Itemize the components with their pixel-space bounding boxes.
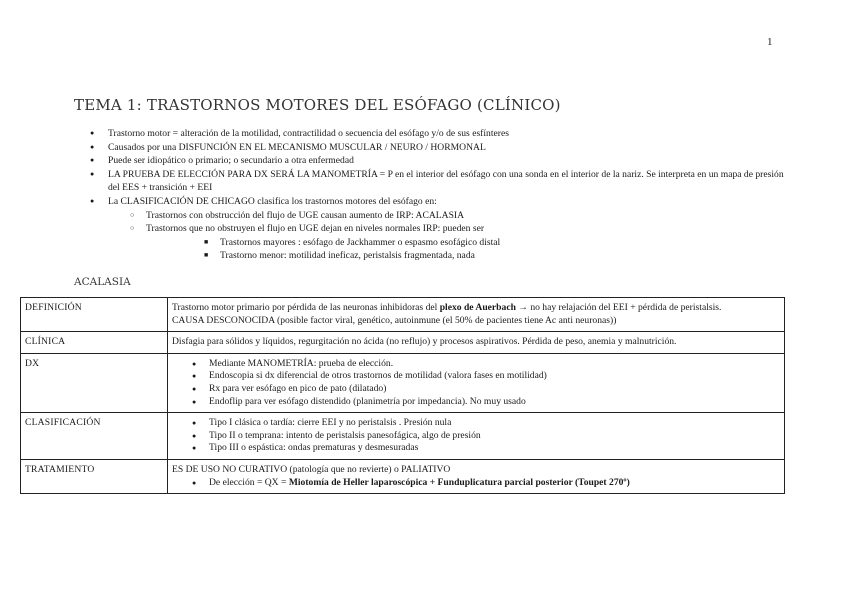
- row-content-tratamiento: [168, 459, 785, 493]
- page-title: TEMA 1: TRASTORNOS MOTORES DEL ESÓFAGO (CLÍNICO): [74, 96, 561, 114]
- dx-item-endoflip: ● Endoflip para ver esófago distendido (planimetría por impedancia). No muy usado: [172, 396, 780, 409]
- definicion-bold-term: plexo de Auerbach: [439, 302, 516, 313]
- clasificacion-item-tipo-1: ● Tipo I clásica o tardía: cierre EEI y no peristalsis . Presión nula: [172, 417, 780, 430]
- clasificacion-list: [172, 417, 780, 455]
- intro-bullet-1: ● Trastorno motor = alteración de la motilidad, contractilidad o secuencia del esófago y/o de sus esfínteres: [86, 127, 786, 141]
- row-label-dx: DX: [21, 353, 168, 412]
- intro-bullet-list: [86, 127, 786, 263]
- table-row-clinica: [21, 332, 785, 354]
- page-number: 1: [767, 36, 773, 48]
- dx-list: [172, 358, 780, 408]
- tratamiento-eleccion-bold: Miotomía de Heller laparoscópica + Funduplicatura parcial posterior (Toupet 270º): [288, 476, 630, 488]
- table-row-clasificacion: [21, 413, 785, 460]
- chicago-item-no-obstruction-text: Trastornos que no obstruyen el flujo en UGE dejan en niveles normales IRP: pueden ser: [146, 223, 485, 235]
- definicion-text-end: → no hay relajación del EEI + pérdida de peristalsis.: [515, 302, 722, 313]
- tratamiento-list: [172, 477, 780, 490]
- tratamiento-eleccion-text: De elección = QX =: [209, 476, 289, 488]
- table-row-dx: [21, 353, 785, 412]
- tratamiento-line-1: ES DE USO NO CURATIVO (patología que no revierte) o PALIATIVO: [172, 463, 451, 475]
- row-label-clasificacion: CLASIFICACIÓN: [21, 413, 168, 460]
- row-content-clinica: Disfagia para sólidos y líquidos, regurgitación no ácida (no reflujo) y procesos aspirativos. Pérdida de peso, anemia y malnutrición.: [168, 332, 785, 354]
- dx-item-rx: ● Rx para ver esófago en pico de pato (dilatado): [172, 383, 780, 396]
- definicion-line-1: [172, 302, 780, 315]
- table-row-tratamiento: [21, 459, 785, 493]
- clasificacion-item-tipo-3: ● Tipo III o espástica: ondas prematuras y desmesuradas: [172, 442, 780, 455]
- major-disorders-item: ■ Trastornos mayores : esófago de Jackhammer o espasmo esofágico distal: [146, 236, 786, 250]
- acalasia-table: [20, 297, 785, 494]
- disorders-sublist: [146, 236, 786, 263]
- clasificacion-item-tipo-2: ● Tipo II o temprana: intento de peristalsis panesofágica, algo de presión: [172, 430, 780, 443]
- minor-disorder-item: ■ Trastorno menor: motilidad ineficaz, peristalsis fragmentada, nada: [146, 249, 786, 263]
- chicago-item-no-obstruction: [108, 222, 786, 263]
- dx-item-endoscopia: ● Endoscopia si dx diferencial de otros trastornos de motilidad (valora fases en motilidad): [172, 370, 780, 383]
- intro-bullet-3: ● Puede ser idiopático o primario; o secundario a otra enfermedad: [86, 154, 786, 168]
- row-label-clinica: CLÍNICA: [21, 332, 168, 354]
- row-content-definicion: [168, 298, 785, 332]
- chicago-sublist: [108, 209, 786, 263]
- tratamiento-item-eleccion: [172, 477, 780, 490]
- definicion-text: Trastorno motor primario por pérdida de las neuronas inhibidoras del: [172, 302, 440, 313]
- row-content-dx: [168, 353, 785, 412]
- row-content-clasificacion: [168, 413, 785, 460]
- table-row-definicion: [21, 298, 785, 332]
- dx-item-manometria: ● Mediante MANOMETRÍA: prueba de elección.: [172, 358, 780, 371]
- definicion-causa: CAUSA DESCONOCIDA (posible factor viral, genético, autoinmune (el 50% de pacientes tiene Ac anti neuronas)): [172, 314, 617, 326]
- row-label-tratamiento: TRATAMIENTO: [21, 459, 168, 493]
- chicago-item-obstruction: ○ Trastornos con obstrucción del flujo de UGE causan aumento de IRP: ACALASIA: [108, 209, 786, 223]
- intro-bullet-5: [86, 195, 786, 263]
- section-heading-acalasia: ACALASIA: [74, 276, 131, 288]
- intro-bullet-2: ● Causados por una DISFUNCIÓN EN EL MECANISMO MUSCULAR / NEURO / HORMONAL: [86, 141, 786, 155]
- intro-bullet-5-text: La CLASIFICACIÓN DE CHICAGO clasifica los trastornos motores del esófago en:: [108, 195, 437, 207]
- intro-bullet-4: ● LA PRUEBA DE ELECCIÓN PARA DX SERÁ LA MANOMETRÍA = P en el interior del esófago con una sonda en el interior de la nariz. Se interpreta en un mapa de presión del EES + transición + EEI: [86, 168, 786, 195]
- row-label-definicion: DEFINICIÓN: [21, 298, 168, 332]
